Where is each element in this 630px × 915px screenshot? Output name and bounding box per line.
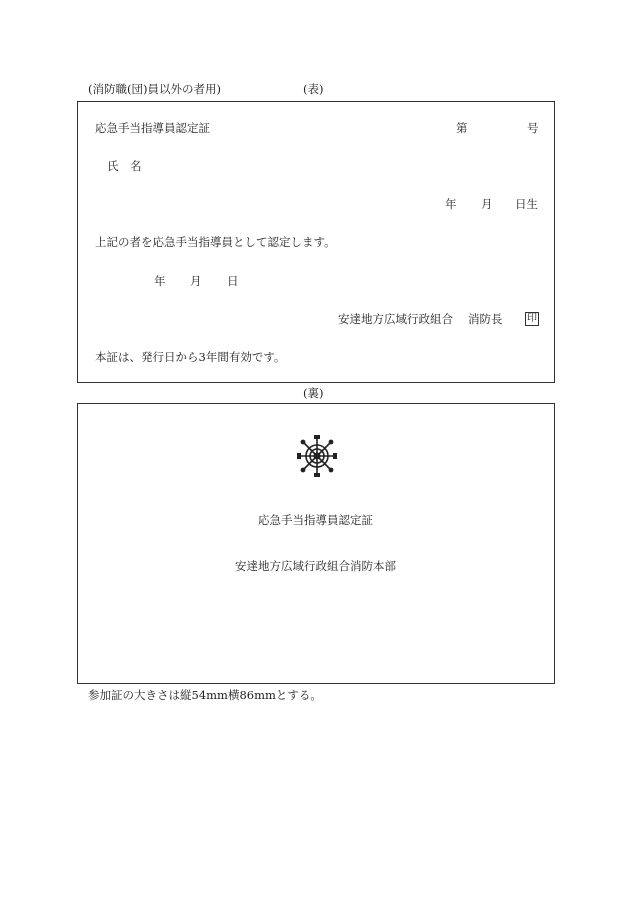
birth-year-label: 年 <box>445 197 457 211</box>
certificate-title: 応急手当指導員認定証 <box>95 121 210 135</box>
usage-note: (消防職(団)員以外の者用) <box>88 82 221 96</box>
size-note: 参加証の大きさは縦54mm横86mmとする。 <box>88 688 322 702</box>
birth-month-label: 月 <box>481 197 493 211</box>
back-issuer: 安達地方広域行政組合消防本部 <box>235 559 396 573</box>
issuer-title: 消防長 <box>468 312 503 326</box>
fire-department-emblem-icon <box>297 434 337 478</box>
issue-year-label: 年 <box>154 274 166 288</box>
certification-statement: 上記の者を応急手当指導員として認定します。 <box>95 235 336 249</box>
back-side-label: (裏) <box>303 386 324 400</box>
issue-month-label: 月 <box>190 274 202 288</box>
seal-box: 印 <box>527 313 537 324</box>
issuer-organization: 安達地方広域行政組合 <box>338 312 453 326</box>
issue-day-label: 日 <box>227 274 239 288</box>
front-side-label: (表) <box>303 82 324 96</box>
back-certificate-title: 応急手当指導員認定証 <box>258 513 373 527</box>
number-suffix: 号 <box>527 121 539 135</box>
validity-note: 本証は、発行日から3年間有効です。 <box>95 350 286 364</box>
certificate-front <box>77 101 555 383</box>
number-prefix: 第 <box>456 121 468 135</box>
certificate-back <box>77 403 555 684</box>
name-label: 氏 名 <box>107 159 142 173</box>
birth-day-label: 日生 <box>515 197 538 211</box>
